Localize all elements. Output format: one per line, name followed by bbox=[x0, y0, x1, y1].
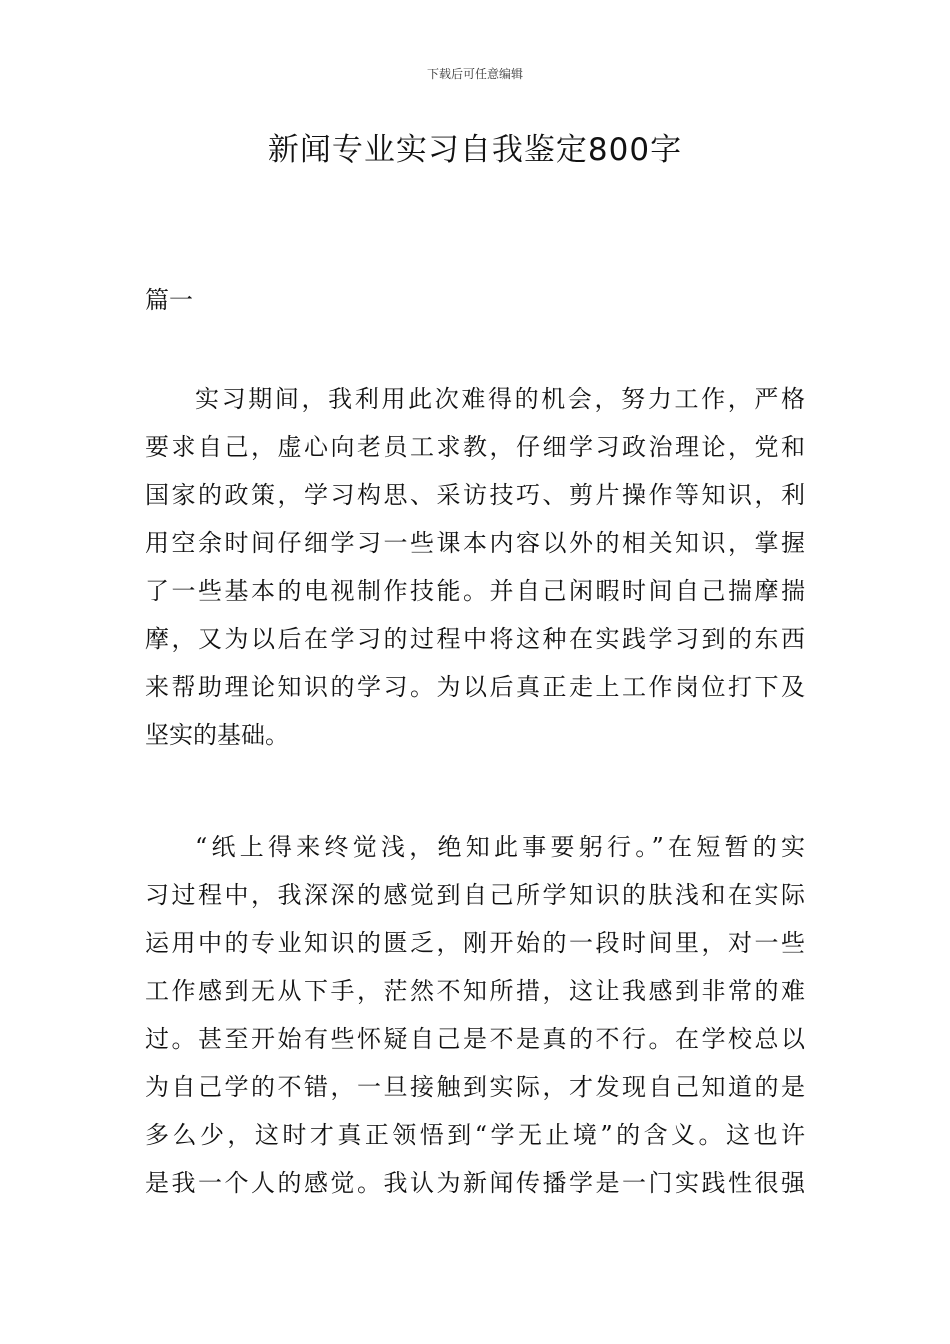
paragraph-line: 摩，又为以后在学习的过程中将这种在实践学习到的东西 bbox=[145, 625, 805, 653]
paragraph-line: 是我一个人的感觉。我认为新闻传播学是一门实践性很强 bbox=[145, 1169, 805, 1197]
paragraph-line: 了一些基本的电视制作技能。并自己闲暇时间自己揣摩揣 bbox=[145, 577, 805, 605]
document-title: 新闻专业实习自我鉴定800字 bbox=[267, 132, 683, 168]
paragraph-line: 过。甚至开始有些怀疑自己是不是真的不行。在学校总以 bbox=[145, 1025, 805, 1053]
paragraph-line: 多么少，这时才真正领悟到“学无止境”的含义。这也许 bbox=[145, 1121, 805, 1149]
paragraph-line: 为自己学的不错，一旦接触到实际，才发现自己知道的是 bbox=[145, 1073, 805, 1101]
paragraph-2 bbox=[145, 823, 805, 1207]
paragraph-line: 实习期间，我利用此次难得的机会，努力工作，严格 bbox=[195, 385, 805, 413]
paragraph-line: 国家的政策，学习构思、采访技巧、剪片操作等知识，利 bbox=[145, 481, 805, 509]
paragraph-line: “纸上得来终觉浅，绝知此事要躬行。”在短暂的实 bbox=[195, 833, 805, 861]
paragraph-1 bbox=[145, 375, 805, 759]
paragraph-line: 运用中的专业知识的匮乏，刚开始的一段时间里，对一些 bbox=[145, 929, 805, 957]
section-label: 篇一 bbox=[145, 286, 193, 314]
paragraph-line: 来帮助理论知识的学习。为以后真正走上工作岗位打下及 bbox=[145, 673, 805, 701]
header-note: 下载后可任意编辑 bbox=[426, 67, 523, 81]
paragraph-line: 习过程中，我深深的感觉到自己所学知识的肤浅和在实际 bbox=[145, 881, 805, 909]
paragraph-line: 用空余时间仔细学习一些课本内容以外的相关知识，掌握 bbox=[145, 529, 805, 557]
paragraph-line: 工作感到无从下手，茫然不知所措，这让我感到非常的难 bbox=[145, 977, 805, 1005]
paragraph-line: 坚实的基础。 bbox=[145, 721, 289, 749]
paragraph-line: 要求自己，虚心向老员工求教，仔细学习政治理论，党和 bbox=[145, 433, 805, 461]
